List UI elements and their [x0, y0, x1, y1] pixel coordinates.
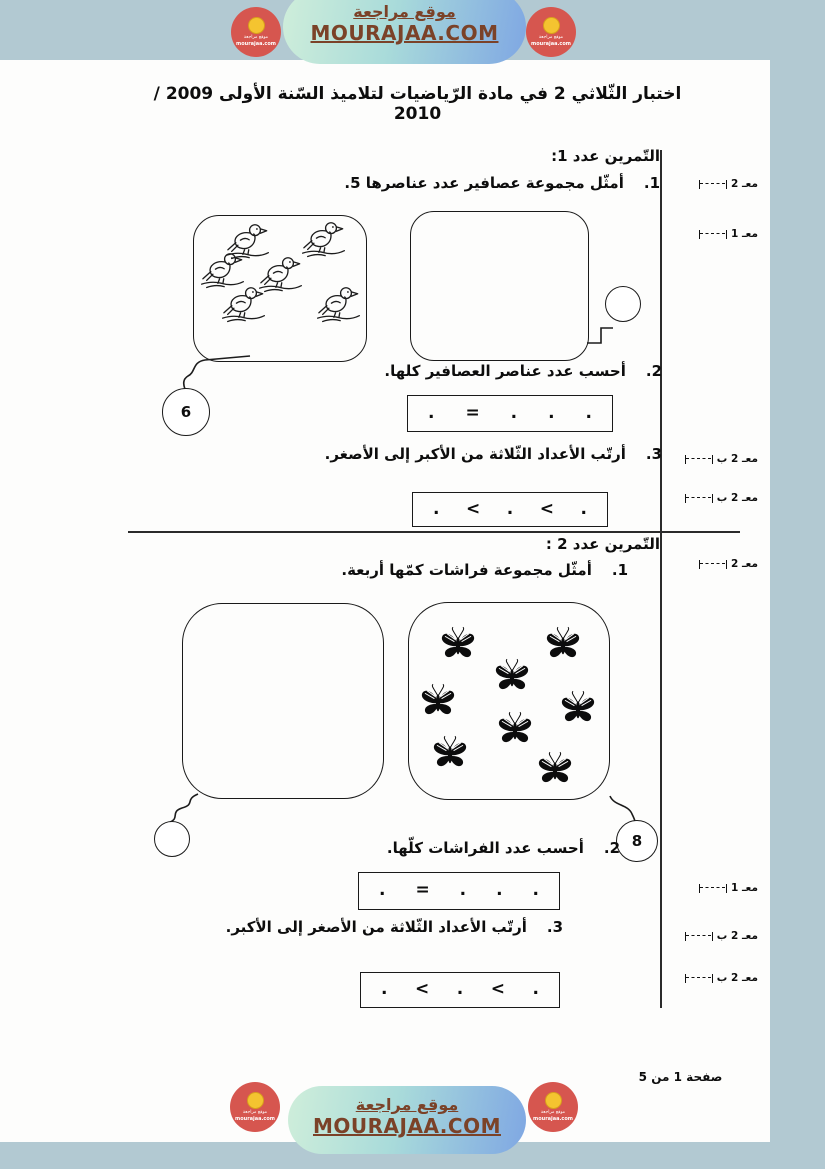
birds-count-circle: 6 [162, 388, 210, 436]
score-mark [678, 930, 758, 942]
answer-cell: . [428, 402, 435, 423]
banner-site-domain: MOURAJAA.COM [313, 1114, 501, 1138]
score-mark-label: معـ 1 [731, 228, 758, 240]
score-ruler-icon [699, 180, 727, 189]
score-mark-label: معـ 2 ب [716, 453, 758, 465]
score-ruler-icon [699, 230, 727, 239]
exercise2-order-answer-box [360, 972, 560, 1008]
exercise2-item-1 [330, 561, 628, 579]
item-text: أحسب عدد عناصر العصافير كلها. [384, 362, 626, 380]
score-mark-label: معـ 2 [731, 178, 758, 190]
exercise1-order-answer-box [412, 492, 608, 527]
answer-cell: = [465, 402, 480, 423]
banner-site-name-arabic: موقع مراجعة [355, 1095, 459, 1114]
answer-cell: . [532, 979, 539, 999]
mourajaa-logo-icon[interactable] [526, 7, 576, 57]
answer-cell: . [548, 402, 555, 423]
bird-icon [220, 284, 267, 324]
score-mark [678, 492, 758, 504]
answer-cell: . [510, 402, 518, 423]
score-mark [678, 558, 758, 570]
exercise2-header: التّمرين عدد 2 : [545, 535, 660, 553]
score-ruler-icon [685, 932, 713, 941]
butterfly-icon [439, 625, 477, 661]
score-mark-label: معـ 2 ب [716, 972, 758, 984]
exercise1-header: التّمرين عدد 1: [551, 147, 660, 165]
item-text: أرتّب الأعداد الثّلاثة من الأصغر إلى الأكبر. [225, 918, 527, 936]
item-number: 1. [643, 174, 660, 192]
item-number: 2. [645, 362, 662, 380]
score-mark [678, 453, 758, 465]
score-mark [678, 882, 758, 894]
mourajaa-banner-top[interactable] [283, 0, 526, 64]
logo-text-arabic: موقع مراجعة [538, 34, 564, 40]
logo-text-domain: mourajaa.com [234, 1116, 275, 1123]
exercise1-item-2 [377, 362, 662, 380]
butterfly-icon [536, 750, 574, 786]
item-text: أمثّل مجموعة عصافير عدد عناصرها 5. [344, 174, 624, 192]
exercise2-sum-answer-box [358, 872, 560, 910]
logo-emblem-icon [543, 17, 560, 34]
score-ruler-icon [699, 884, 727, 893]
score-ruler-icon [685, 455, 713, 464]
score-mark [678, 228, 758, 240]
score-mark-label: معـ 2 ب [716, 492, 758, 504]
answer-cell: . [532, 880, 539, 900]
item-text: أرتّب الأعداد الثّلاثة من الأكبر إلى الأصغر. [324, 445, 626, 463]
exercise1-sum-answer-box [407, 395, 613, 432]
bird-icon [300, 219, 347, 259]
banner-site-name-arabic: موقع مراجعة [353, 2, 456, 21]
logo-text-domain: mourajaa.com [530, 41, 571, 48]
answer-cell: . [585, 402, 592, 423]
answer-cell: . [456, 979, 464, 999]
item-number: 1. [611, 561, 628, 579]
logo-text-arabic: موقع مراجعة [242, 1109, 268, 1115]
count-circle-empty [605, 286, 641, 322]
item-text: أحسب عدد الفراشات كلّها. [386, 839, 584, 857]
answer-cell: . [496, 880, 503, 900]
logo-text-arabic: موقع مراجعة [540, 1109, 566, 1115]
butterfly-icon [419, 682, 457, 718]
score-ruler-icon [685, 494, 713, 503]
item-number: 3. [645, 445, 662, 463]
item-number: 3. [546, 918, 563, 936]
butterfly-icon [496, 710, 534, 746]
answer-cell: < [539, 498, 554, 519]
bird-icon [315, 284, 362, 324]
item-number: 2. [603, 839, 620, 857]
birds-box-tail-line [160, 352, 255, 392]
answer-cell: = [415, 880, 430, 900]
logo-text-domain: mourajaa.com [235, 41, 276, 48]
logo-emblem-icon [247, 1092, 264, 1109]
exercise-divider-line [128, 531, 740, 533]
item-text: أمثّل مجموعة فراشات كمّها أربعة. [341, 561, 592, 579]
exercise1-drawing-box [410, 211, 589, 361]
exercise1-item-3 [324, 445, 662, 463]
score-mark [678, 178, 758, 190]
butterflies-count-circle: 8 [616, 820, 658, 862]
score-mark-label: معـ 1 [731, 882, 758, 894]
drawing-box-tail-line [150, 792, 210, 824]
count-circle-empty [154, 821, 190, 857]
answer-cell: . [433, 498, 440, 519]
score-ruler-icon [685, 974, 713, 983]
answer-cell: . [459, 880, 467, 900]
butterfly-icon [559, 689, 597, 725]
exercise2-item-3 [225, 918, 563, 936]
logo-text-arabic: موقع مراجعة [243, 34, 269, 40]
butterfly-icon [493, 657, 531, 693]
mourajaa-logo-icon[interactable] [231, 7, 281, 57]
mourajaa-logo-icon[interactable] [230, 1082, 280, 1132]
mourajaa-logo-icon[interactable] [528, 1082, 578, 1132]
butterfly-icon [544, 625, 582, 661]
answer-cell: < [490, 979, 505, 999]
score-mark [678, 972, 758, 984]
mourajaa-banner-bottom[interactable] [288, 1086, 526, 1154]
banner-site-domain: MOURAJAA.COM [310, 21, 499, 45]
logo-text-domain: mourajaa.com [532, 1116, 573, 1123]
score-ruler-icon [699, 560, 727, 569]
score-mark-label: معـ 2 [731, 558, 758, 570]
answer-cell: < [414, 979, 430, 999]
score-mark-label: معـ 2 ب [716, 930, 758, 942]
exercise2-drawing-box [182, 603, 384, 799]
page-number: صفحة 1 من 5 [638, 1070, 723, 1084]
answer-cell: . [379, 880, 386, 900]
answer-cell: . [506, 498, 514, 519]
exam-title: اختبار الثّلاثي 2 في مادة الرّياضيات لتلاميذ السّنة الأولى 2009 / 2010 [153, 84, 682, 124]
answer-cell: . [580, 498, 587, 519]
answer-cell: < [465, 498, 481, 519]
logo-emblem-icon [248, 17, 265, 34]
exercise1-item-1 [344, 174, 660, 192]
answer-cell: . [381, 979, 388, 999]
exercise2-item-2 [385, 839, 620, 857]
logo-emblem-icon [545, 1092, 562, 1109]
butterfly-icon [431, 734, 469, 770]
margin-vertical-rule [660, 150, 662, 1008]
